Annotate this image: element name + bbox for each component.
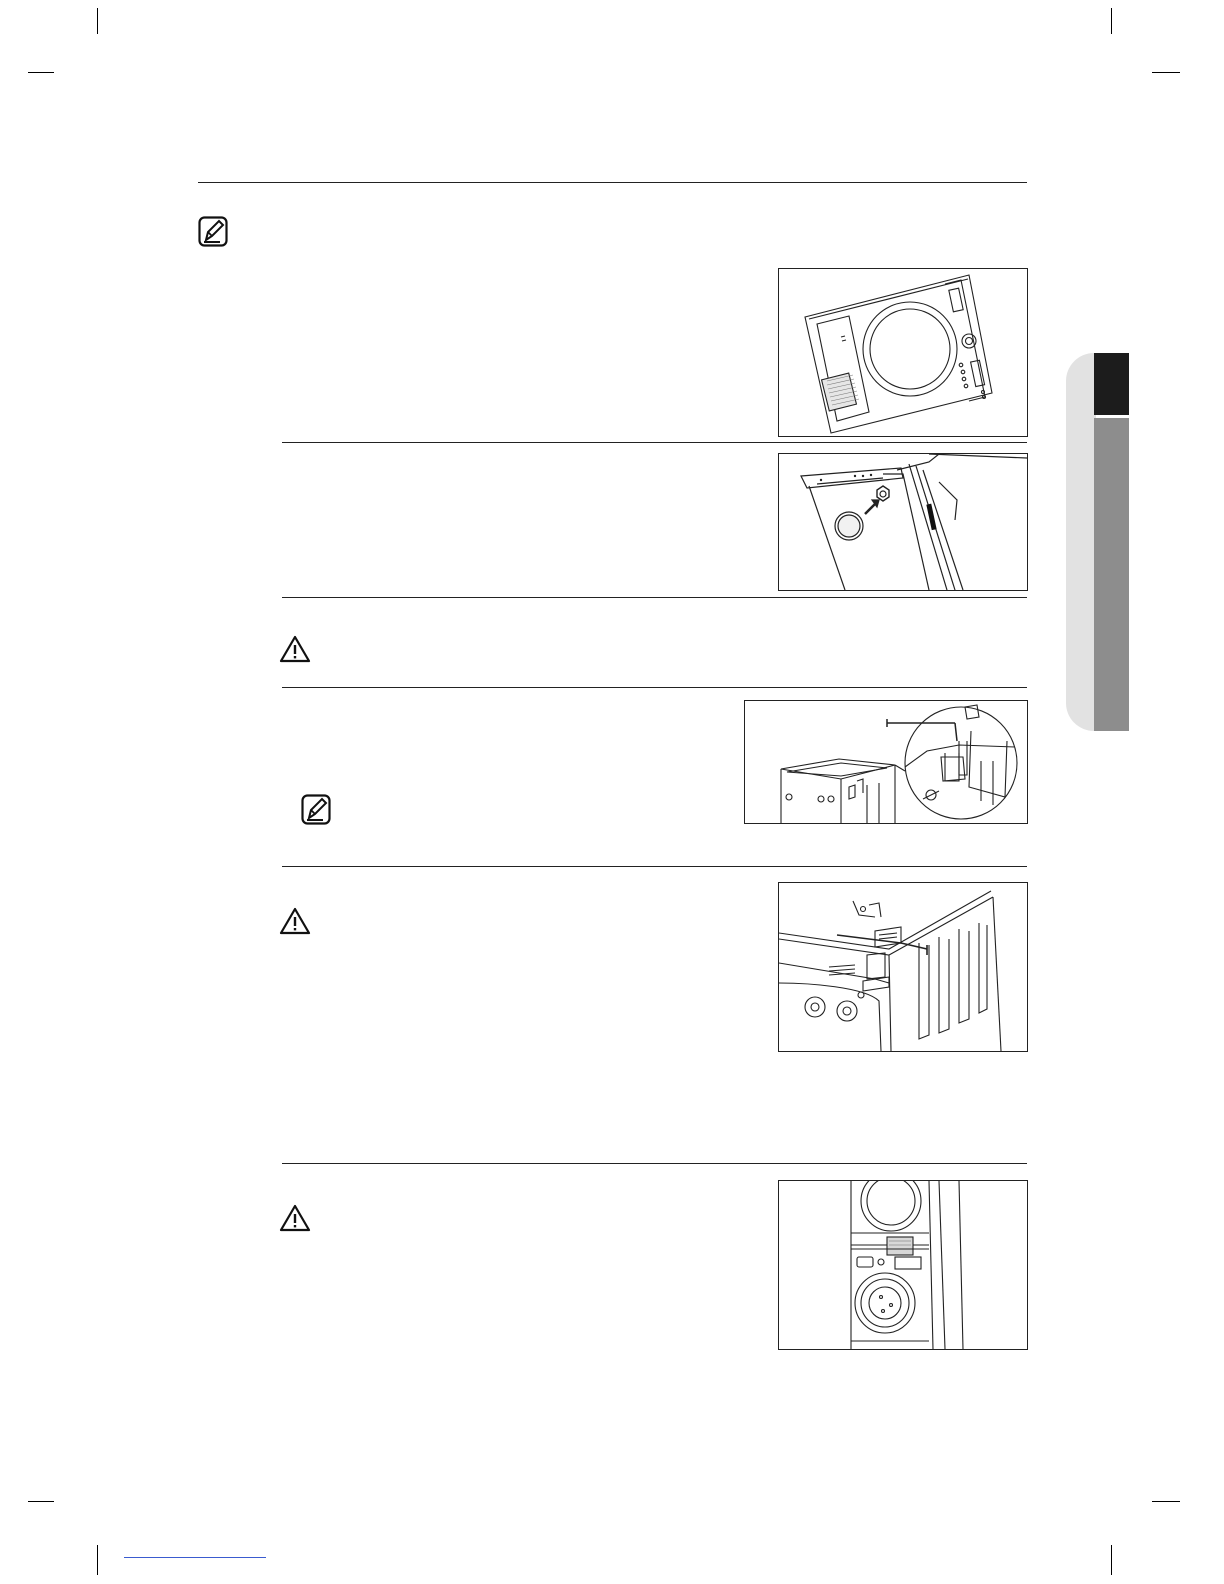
link-underline (124, 1557, 266, 1558)
side-tab-light (1066, 353, 1096, 731)
bracket-screw-attachment-illustration (778, 882, 1028, 1052)
step-divider-5 (282, 1163, 1027, 1164)
crop-mark-top-left-horizontal (28, 72, 54, 73)
header-rule (198, 182, 1027, 183)
crop-mark-top-right-horizontal (1152, 72, 1180, 73)
side-tab-dark (1094, 353, 1129, 415)
dryer-lying-face-down-illustration (778, 268, 1028, 437)
note-pencil-icon (198, 216, 228, 247)
step-divider-1 (282, 442, 1027, 443)
warning-triangle-icon (279, 635, 311, 663)
step-divider-4 (282, 866, 1027, 867)
warning-triangle-icon (279, 907, 311, 935)
crop-mark-bottom-left-horizontal (28, 1501, 54, 1502)
dryer-top-rear-bolt-illustration (778, 453, 1028, 591)
step-divider-3 (282, 687, 1027, 688)
washer-top-bracket-closeup-illustration (744, 700, 1028, 824)
note-pencil-icon (301, 794, 331, 825)
warning-triangle-icon (279, 1204, 311, 1232)
stacked-dryer-on-washer-illustration (778, 1180, 1028, 1350)
step-divider-2 (282, 597, 1027, 598)
crop-mark-top-left-vertical (97, 8, 98, 34)
crop-mark-bottom-right-horizontal (1152, 1501, 1180, 1502)
crop-mark-top-right-vertical (1111, 8, 1112, 34)
crop-mark-bottom-left-vertical (97, 1545, 98, 1575)
side-tab-grey (1094, 418, 1129, 731)
crop-mark-bottom-right-vertical (1111, 1545, 1112, 1575)
